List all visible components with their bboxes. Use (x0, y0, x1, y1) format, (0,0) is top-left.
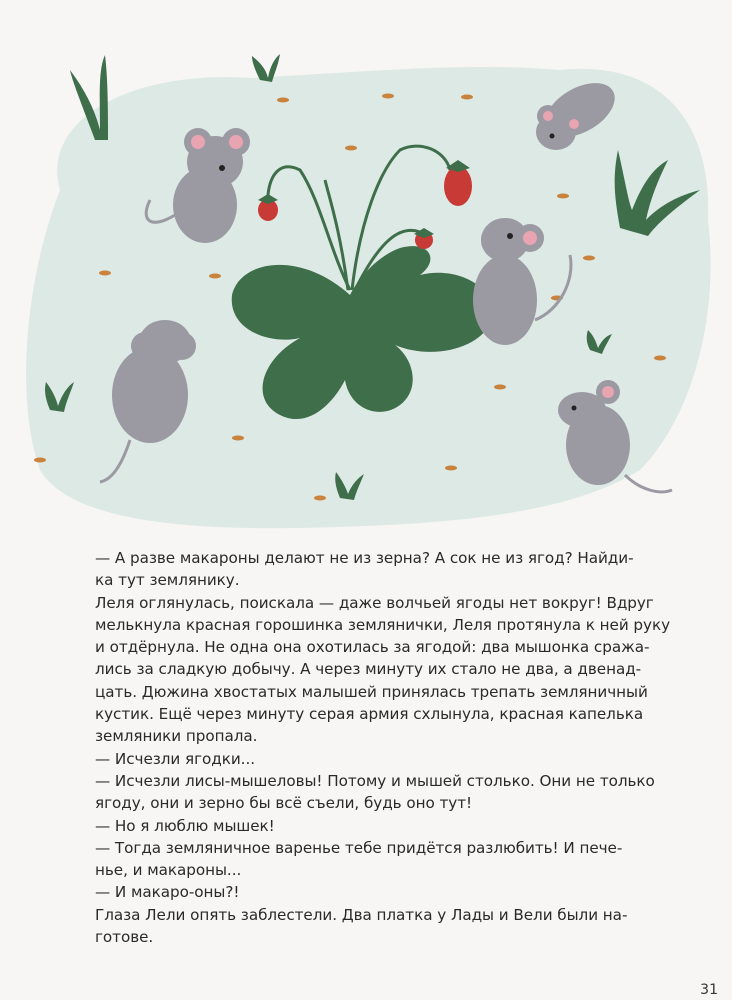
text-line: — И макаро-оны?! (95, 883, 240, 902)
text-line: — А разве макароны делают не из зерна? А сок не из ягод? Найди- (95, 549, 634, 567)
text-line: — Тогда земляничное варенье тебе придётся разлюбить! И пече- (95, 838, 623, 857)
text-line: — Исчезли лисы-мышеловы! Потому и мышей столько. Они не только (95, 771, 655, 790)
text-line: ягоду, они и зерно бы всё съели, будь оно тут! (95, 794, 473, 813)
page-number: 31 (700, 982, 718, 998)
text-line: цать. Дюжина хвостатых малышей принялась трепать земляничный (95, 682, 648, 701)
text-line: ка тут землянику. (95, 571, 240, 590)
text-line: готове. (95, 928, 154, 947)
text-line: Леля оглянулась, поискала — даже волчьей ягоды нет вокруг! Вдруг (95, 593, 654, 612)
text-line: — Но я люблю мышек! (95, 816, 275, 835)
text-line: земляники пропала. (95, 727, 258, 746)
text-line: Глаза Лели опять заблестели. Два платка у Лады и Вели были на- (95, 905, 628, 924)
text-line: нье, и макароны... (95, 861, 242, 880)
text-line: лись за сладкую добычу. А через минуту их стало не два, а двенад- (95, 660, 642, 679)
text-line: мелькнула красная горошинка землянички, Леля протянула к ней руку (95, 615, 671, 634)
text-line: и отдёрнула. Не одна она охотилась за ягодой: два мышонка сража- (95, 638, 650, 657)
text-line: — Исчезли ягодки... (95, 749, 256, 768)
text-line: кустик. Ещё через минуту серая армия схлынула, красная капелька (95, 705, 644, 724)
story-text (92, 547, 671, 948)
